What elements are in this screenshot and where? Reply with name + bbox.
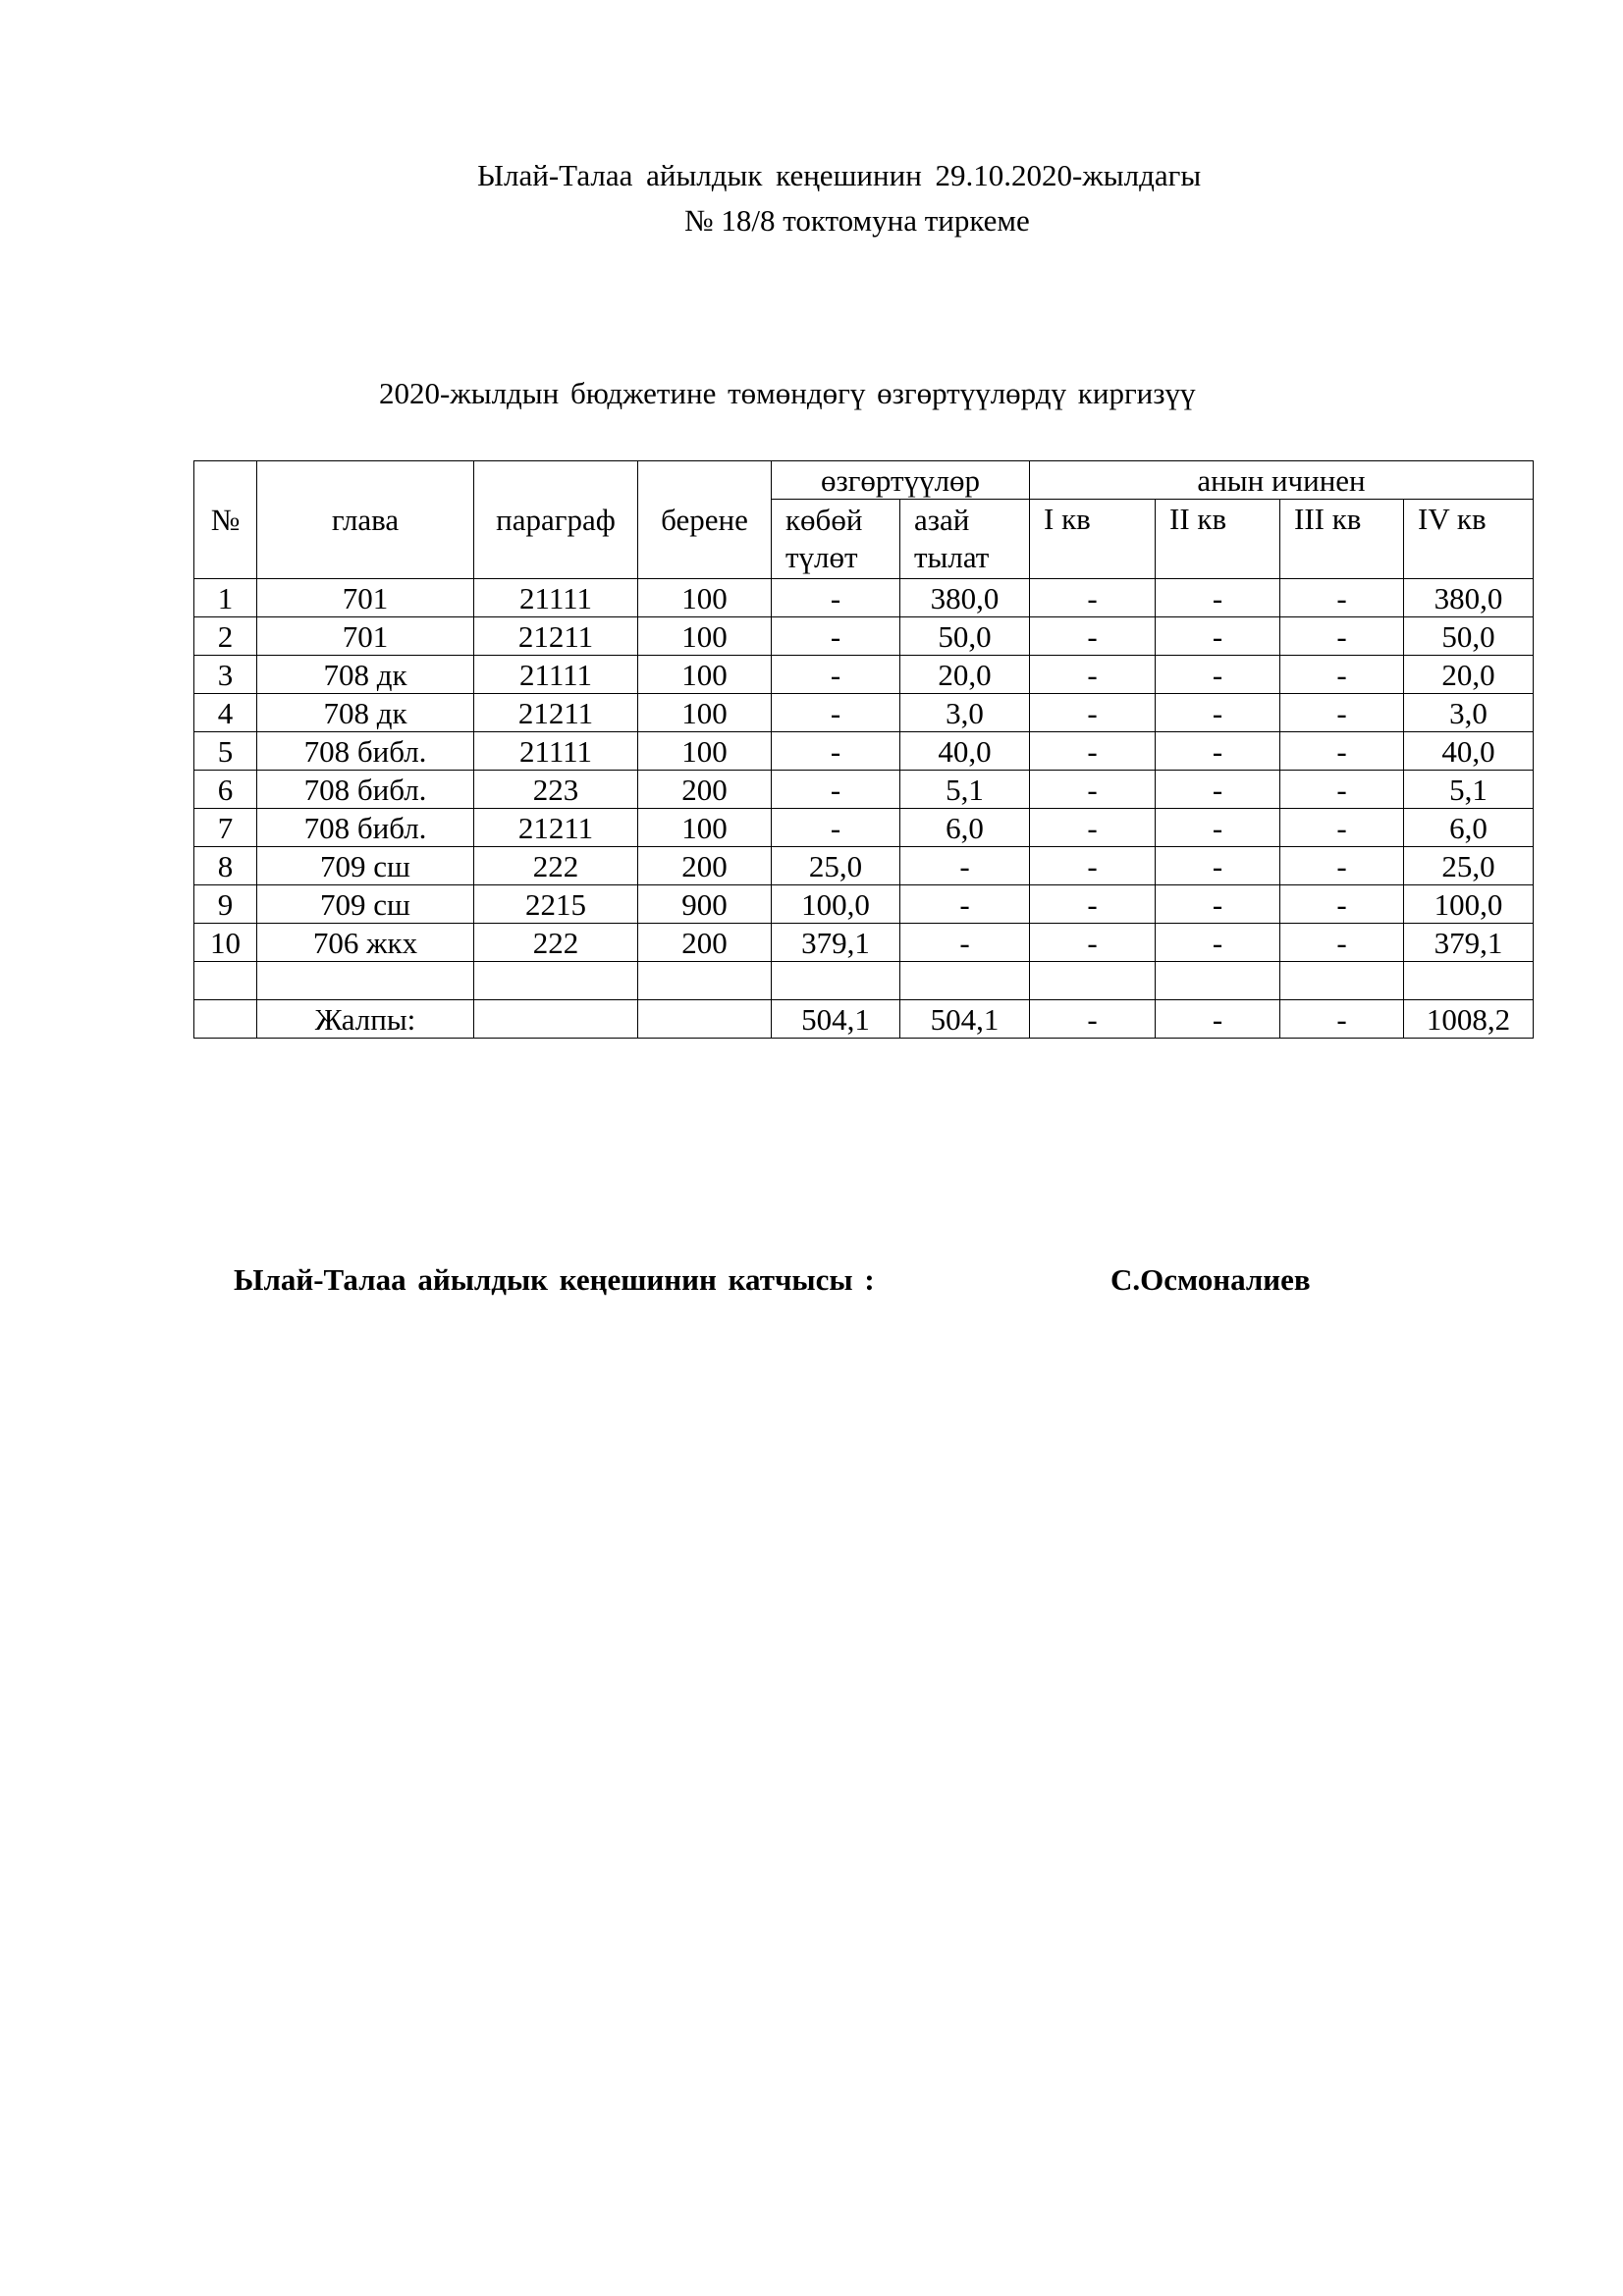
cell-chapter: 708 библ. [257, 809, 474, 847]
cell-chapter: 708 библ. [257, 732, 474, 771]
cell-q4: 379,1 [1404, 924, 1534, 962]
cell-decrease: 50,0 [900, 617, 1030, 656]
table-header-row [194, 461, 1534, 500]
cell-item: 200 [638, 771, 772, 809]
header-paragraph: параграф [474, 461, 638, 579]
cell-q1: - [1030, 771, 1156, 809]
empty-cell [638, 962, 772, 1000]
empty-cell [1280, 962, 1404, 1000]
cell-q1: - [1030, 924, 1156, 962]
cell-q3: - [1280, 847, 1404, 885]
empty-cell [194, 962, 257, 1000]
cell-decrease: - [900, 885, 1030, 924]
cell-q4: 6,0 [1404, 809, 1534, 847]
total-q2: - [1156, 1000, 1280, 1039]
table-row [194, 885, 1534, 924]
header-line-2: № 18/8 токтомуна тиркеме [684, 203, 1030, 238]
cell-q1: - [1030, 885, 1156, 924]
total-q4: 1008,2 [1404, 1000, 1534, 1039]
cell-increase: - [772, 771, 900, 809]
table-row [194, 617, 1534, 656]
header-item: берене [638, 461, 772, 579]
empty-cell [900, 962, 1030, 1000]
cell-decrease: 20,0 [900, 656, 1030, 694]
cell-q2: - [1156, 656, 1280, 694]
cell-item: 100 [638, 694, 772, 732]
empty-cell [1030, 962, 1156, 1000]
cell-q2: - [1156, 809, 1280, 847]
cell-paragraph: 223 [474, 771, 638, 809]
cell-q2: - [1156, 924, 1280, 962]
cell-q1: - [1030, 732, 1156, 771]
cell-no: 4 [194, 694, 257, 732]
cell-q4: 380,0 [1404, 579, 1534, 617]
total-label: Жалпы: [257, 1000, 474, 1039]
cell-q1: - [1030, 694, 1156, 732]
cell-increase: - [772, 579, 900, 617]
cell-increase: 25,0 [772, 847, 900, 885]
cell-paragraph: 2215 [474, 885, 638, 924]
cell-q1: - [1030, 809, 1156, 847]
table-row [194, 732, 1534, 771]
table-row [194, 694, 1534, 732]
cell-no: 10 [194, 924, 257, 962]
header-increase: көбөй түлөт [772, 500, 900, 579]
cell-item: 200 [638, 847, 772, 885]
empty-cell [772, 962, 900, 1000]
cell-paragraph: 222 [474, 847, 638, 885]
cell-q3: - [1280, 771, 1404, 809]
cell-decrease: 6,0 [900, 809, 1030, 847]
cell-item: 100 [638, 732, 772, 771]
cell-q4: 50,0 [1404, 617, 1534, 656]
cell-chapter: 709 сш [257, 885, 474, 924]
empty-cell [194, 1000, 257, 1039]
header-q2: II кв [1156, 500, 1280, 579]
cell-paragraph: 21111 [474, 656, 638, 694]
cell-q3: - [1280, 924, 1404, 962]
cell-increase: - [772, 694, 900, 732]
cell-paragraph: 21211 [474, 617, 638, 656]
cell-decrease: - [900, 847, 1030, 885]
cell-paragraph: 21111 [474, 732, 638, 771]
document-title: 2020-жылдын бюджетине төмөндөгү өзгөртүүлөрдү киргизүү [379, 376, 1196, 410]
cell-q2: - [1156, 732, 1280, 771]
cell-q3: - [1280, 885, 1404, 924]
cell-no: 9 [194, 885, 257, 924]
cell-chapter: 701 [257, 617, 474, 656]
cell-paragraph: 21211 [474, 694, 638, 732]
empty-cell [257, 962, 474, 1000]
total-decrease: 504,1 [900, 1000, 1030, 1039]
cell-no: 2 [194, 617, 257, 656]
cell-q4: 5,1 [1404, 771, 1534, 809]
table-row [194, 809, 1534, 847]
cell-q1: - [1030, 847, 1156, 885]
table-total-row [194, 1000, 1534, 1039]
cell-chapter: 706 жкх [257, 924, 474, 962]
cell-q4: 20,0 [1404, 656, 1534, 694]
header-decrease: азай тылат [900, 500, 1030, 579]
header-including-group: анын ичинен [1030, 461, 1534, 500]
cell-paragraph: 21111 [474, 579, 638, 617]
empty-cell [474, 962, 638, 1000]
header-line-1: Ылай-Талаа айылдык кеңешинин 29.10.2020-жылдагы [477, 158, 1202, 192]
cell-q3: - [1280, 694, 1404, 732]
cell-paragraph: 222 [474, 924, 638, 962]
cell-item: 200 [638, 924, 772, 962]
cell-chapter: 708 библ. [257, 771, 474, 809]
cell-item: 100 [638, 579, 772, 617]
signature-name: С.Осмоналиев [1110, 1262, 1311, 1297]
cell-q2: - [1156, 617, 1280, 656]
table-row [194, 924, 1534, 962]
cell-decrease: 5,1 [900, 771, 1030, 809]
cell-chapter: 708 дк [257, 694, 474, 732]
cell-increase: - [772, 732, 900, 771]
cell-no: 5 [194, 732, 257, 771]
cell-q4: 40,0 [1404, 732, 1534, 771]
signature-role: Ылай-Талаа айылдык кеңешинин катчысы : [234, 1262, 875, 1297]
header-chapter: глава [257, 461, 474, 579]
cell-decrease: - [900, 924, 1030, 962]
cell-decrease: 3,0 [900, 694, 1030, 732]
total-increase: 504,1 [772, 1000, 900, 1039]
table-row [194, 771, 1534, 809]
cell-q3: - [1280, 656, 1404, 694]
cell-q2: - [1156, 847, 1280, 885]
cell-q3: - [1280, 617, 1404, 656]
cell-item: 100 [638, 617, 772, 656]
cell-no: 1 [194, 579, 257, 617]
table-empty-row [194, 962, 1534, 1000]
cell-q3: - [1280, 809, 1404, 847]
cell-no: 8 [194, 847, 257, 885]
cell-q1: - [1030, 579, 1156, 617]
cell-q4: 3,0 [1404, 694, 1534, 732]
cell-no: 3 [194, 656, 257, 694]
empty-cell [1404, 962, 1534, 1000]
cell-q4: 25,0 [1404, 847, 1534, 885]
cell-increase: - [772, 656, 900, 694]
cell-q3: - [1280, 579, 1404, 617]
cell-q2: - [1156, 694, 1280, 732]
table-row [194, 656, 1534, 694]
header-number: № [194, 461, 257, 579]
cell-q2: - [1156, 771, 1280, 809]
empty-cell [638, 1000, 772, 1039]
cell-q1: - [1030, 617, 1156, 656]
header-q3: III кв [1280, 500, 1404, 579]
cell-q2: - [1156, 885, 1280, 924]
header-changes-group: өзгөртүүлөр [772, 461, 1030, 500]
total-q1: - [1030, 1000, 1156, 1039]
cell-no: 6 [194, 771, 257, 809]
table-row [194, 847, 1534, 885]
cell-increase: 100,0 [772, 885, 900, 924]
total-q3: - [1280, 1000, 1404, 1039]
cell-decrease: 380,0 [900, 579, 1030, 617]
cell-q2: - [1156, 579, 1280, 617]
cell-increase: 379,1 [772, 924, 900, 962]
cell-q1: - [1030, 656, 1156, 694]
cell-item: 100 [638, 809, 772, 847]
cell-chapter: 701 [257, 579, 474, 617]
cell-item: 100 [638, 656, 772, 694]
cell-item: 900 [638, 885, 772, 924]
cell-no: 7 [194, 809, 257, 847]
budget-changes-table [193, 460, 1534, 1039]
cell-increase: - [772, 809, 900, 847]
empty-cell [474, 1000, 638, 1039]
table-row [194, 579, 1534, 617]
cell-decrease: 40,0 [900, 732, 1030, 771]
empty-cell [1156, 962, 1280, 1000]
cell-chapter: 708 дк [257, 656, 474, 694]
header-q4: IV кв [1404, 500, 1534, 579]
cell-q3: - [1280, 732, 1404, 771]
cell-increase: - [772, 617, 900, 656]
header-q1: I кв [1030, 500, 1156, 579]
cell-chapter: 709 сш [257, 847, 474, 885]
cell-paragraph: 21211 [474, 809, 638, 847]
cell-q4: 100,0 [1404, 885, 1534, 924]
